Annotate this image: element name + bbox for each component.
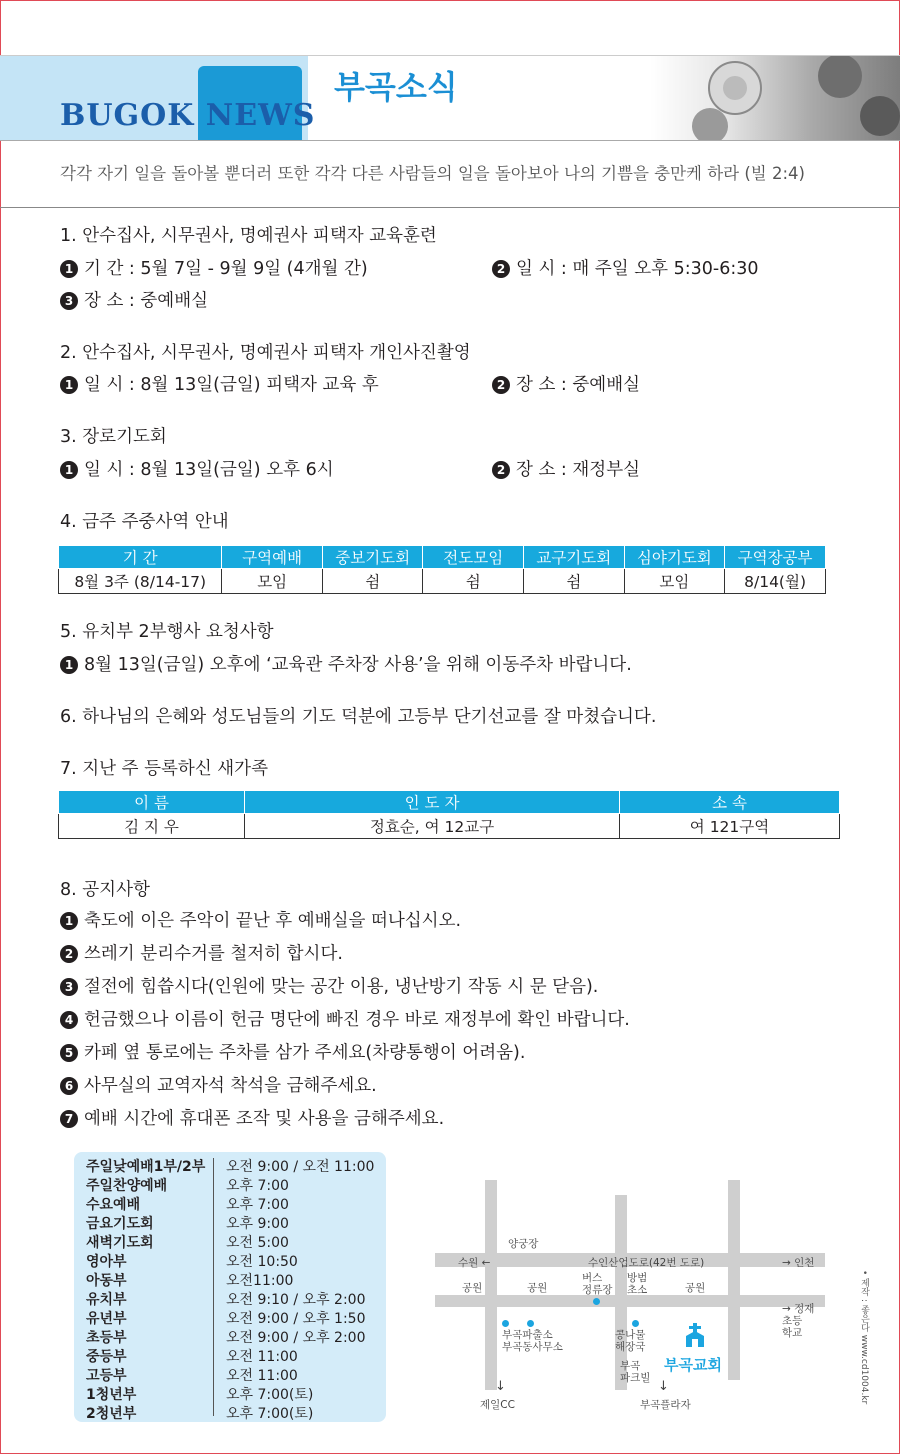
restaurant-marker (632, 1320, 639, 1327)
map-label: 수원 ← (458, 1257, 491, 1269)
table-header: 인 도 자 (245, 791, 620, 814)
down-arrow-icon: ↓ (658, 1379, 669, 1394)
map-label: 수인산업도로(42번 도로) (588, 1257, 705, 1269)
church-icon (684, 1323, 706, 1347)
item-7-title: 7. 지난 주 등록하신 새가족 (60, 759, 268, 779)
notice-item: 7 예배 시간에 휴대폰 조작 및 사용을 금해주세요. (60, 1105, 444, 1130)
notice-item: 6 사무실의 교역자석 착석을 금해주세요. (60, 1072, 377, 1097)
schedule-row: 주일낮예배1부/2부 오전 9:00 / 오전 11:00 (86, 1159, 375, 1175)
item-6-title: 6. 하나님의 은혜와 성도님들의 기도 덕분에 고등부 단기선교를 잘 마쳤습니다. (60, 707, 657, 727)
schedule-row: 고등부 오전 11:00 (86, 1368, 298, 1384)
schedule-row: 수요예배 오후 7:00 (86, 1197, 289, 1213)
schedule-row: 2청년부 오후 7:00(토) (86, 1406, 314, 1422)
table-cell: 김 지 우 (59, 814, 245, 839)
bullet-1-icon: 1 (60, 376, 78, 394)
item-8-title: 8. 공지사항 (60, 880, 150, 900)
map-label: 콩나물 해장국 (615, 1329, 646, 1353)
table-row (59, 814, 840, 839)
new-family-table (58, 790, 840, 839)
divider (0, 207, 900, 208)
item-1-place: 장 소 : 중예배실 (84, 291, 209, 311)
item-1-row-1 (60, 255, 840, 280)
schedule-row: 아동부 오전11:00 (86, 1273, 294, 1289)
map-church-label: 부곡교회 (664, 1356, 722, 1374)
page-title: 부곡소식 (334, 68, 458, 106)
item-2-row (60, 371, 840, 396)
table-header: 심야기도회 (624, 546, 725, 569)
table-cell: 모임 (624, 569, 725, 594)
item-2-place: 장 소 : 중예배실 (516, 375, 641, 395)
table-cell: 쉼 (322, 569, 423, 594)
table-cell: 쉼 (423, 569, 524, 594)
item-5-text: 8월 13일(금일) 오후에 ‘교육관 주차장 사용’을 위해 이동주차 바랍니다. (84, 655, 632, 675)
worship-schedule (74, 1152, 386, 1422)
schedule-row: 주일찬양예배 오후 7:00 (86, 1178, 289, 1194)
schedule-row: 유치부 오전 9:10 / 오후 2:00 (86, 1292, 366, 1308)
map-label: 버스 정류장 (582, 1272, 613, 1296)
logo-bugok-news: BUGOK NEWS (60, 98, 316, 133)
map-label: → 인천 (782, 1257, 815, 1269)
map-label: 부곡파출소 부곡동사무소 (502, 1329, 563, 1353)
table-header: 중보기도회 (322, 546, 423, 569)
schedule-row: 1청년부 오후 7:00(토) (86, 1387, 314, 1403)
table-cell: 정효순, 여 12교구 (245, 814, 620, 839)
bullet-7-icon: 7 (60, 1110, 78, 1128)
item-4-title: 4. 금주 주중사역 안내 (60, 512, 229, 532)
notice-item: 3 절전에 힘씁시다(인원에 맞는 공간 이용, 냉난방기 작동 시 문 닫음). (60, 973, 598, 998)
table-header-row (59, 791, 840, 814)
map-road-west (485, 1180, 497, 1390)
table-header: 전도모임 (423, 546, 524, 569)
table-header: 이 름 (59, 791, 245, 814)
bullet-2-icon: 2 (60, 945, 78, 963)
table-header: 교구기도회 (524, 546, 625, 569)
flower-photo-illustration (650, 56, 900, 140)
bullet-2-icon: 2 (492, 376, 510, 394)
schedule-row: 영아부 오전 10:50 (86, 1254, 298, 1270)
schedule-row: 중등부 오전 11:00 (86, 1349, 298, 1365)
schedule-row: 금요기도회 오후 9:00 (86, 1216, 289, 1232)
bullet-2-icon: 2 (492, 260, 510, 278)
table-header-row (59, 546, 826, 569)
table-header: 소 속 (620, 791, 840, 814)
schedule-divider (213, 1158, 214, 1416)
credit-text: • 제작 : 좋은다 www.cd1004.kr (859, 1270, 869, 1405)
map-label: 제일CC (480, 1399, 515, 1411)
item-2-time: 일 시 : 8월 13일(금일) 피택자 교육 후 (84, 375, 379, 395)
item-3-place: 장 소 : 재정부실 (516, 460, 641, 480)
table-cell: 모임 (222, 569, 323, 594)
item-3-title: 3. 장로기도회 (60, 427, 167, 447)
notice-item: 2 쓰레기 분리수거를 철저히 합시다. (60, 940, 343, 965)
item-3-time: 일 시 : 8월 13일(금일) 오후 6시 (84, 460, 334, 480)
table-header: 구역장공부 (725, 546, 826, 569)
weekly-ministry-table (58, 545, 826, 594)
schedule-row: 유년부 오전 9:00 / 오후 1:50 (86, 1311, 366, 1327)
map-label: 부곡플라자 (640, 1399, 691, 1411)
bullet-6-icon: 6 (60, 1077, 78, 1095)
item-1-time: 일 시 : 매 주일 오후 5:30-6:30 (516, 259, 759, 279)
item-2-title: 2. 안수집사, 시무권사, 명예권사 피택자 개인사진촬영 (60, 343, 471, 363)
table-cell: 여 121구역 (620, 814, 840, 839)
bullet-1-icon: 1 (60, 912, 78, 930)
map-road-east (728, 1180, 740, 1380)
table-cell: 쉼 (524, 569, 625, 594)
map-label: → 정재 초등 학교 (782, 1303, 815, 1339)
down-arrow-icon: ↓ (495, 1379, 506, 1394)
bullet-1-icon: 1 (60, 260, 78, 278)
item-5-row (60, 651, 632, 676)
bullet-5-icon: 5 (60, 1044, 78, 1062)
schedule-row: 새벽기도회 오전 5:00 (86, 1235, 289, 1251)
bullet-3-icon: 3 (60, 292, 78, 310)
notice-item: 5 카페 옆 통로에는 주차를 삼가 주세요(차량통행이 어려움). (60, 1039, 525, 1064)
bullet-3-icon: 3 (60, 978, 78, 996)
bullet-1-icon: 1 (60, 461, 78, 479)
bullet-1-icon: 1 (60, 656, 78, 674)
schedule-row: 초등부 오전 9:00 / 오후 2:00 (86, 1330, 366, 1346)
header-banner (0, 55, 900, 141)
item-3-row (60, 456, 840, 481)
map-label: 공원 (685, 1282, 706, 1294)
location-map (430, 1175, 830, 1425)
map-label: 공원 (527, 1282, 548, 1294)
map-label: 방범 초소 (627, 1272, 648, 1296)
bus-stop-marker (593, 1298, 600, 1305)
item-1-row-2 (60, 287, 208, 312)
bible-verse: 각각 자기 일을 돌아볼 뿐더러 또한 각각 다른 사람들의 일을 돌아보아 나의 기쁨을 충만케 하라 (빌 2:4) (60, 164, 805, 183)
police-marker (502, 1320, 509, 1327)
table-row (59, 569, 826, 594)
item-1-period: 기 간 : 5월 7일 - 9월 9일 (4개월 간) (84, 259, 368, 279)
header-photo (650, 56, 900, 140)
bullet-4-icon: 4 (60, 1011, 78, 1029)
map-label: 공원 (462, 1282, 483, 1294)
notice-item: 4 헌금했으나 이름이 헌금 명단에 빠진 경우 바로 재정부에 확인 바랍니다. (60, 1006, 630, 1031)
table-cell: 8월 3주 (8/14-17) (59, 569, 222, 594)
table-cell: 8/14(월) (725, 569, 826, 594)
notice-item: 1 축도에 이은 주악이 끝난 후 예배실을 떠나십시오. (60, 907, 461, 932)
item-5-title: 5. 유치부 2부행사 요청사항 (60, 622, 274, 642)
item-1-title: 1. 안수집사, 시무권사, 명예권사 피택자 교육훈련 (60, 226, 437, 246)
bullet-2-icon: 2 (492, 461, 510, 479)
table-header: 기 간 (59, 546, 222, 569)
table-header: 구역예배 (222, 546, 323, 569)
map-label: 부곡 파크빌 (620, 1360, 651, 1384)
map-label: 양궁장 (508, 1238, 539, 1250)
office-marker (527, 1320, 534, 1327)
